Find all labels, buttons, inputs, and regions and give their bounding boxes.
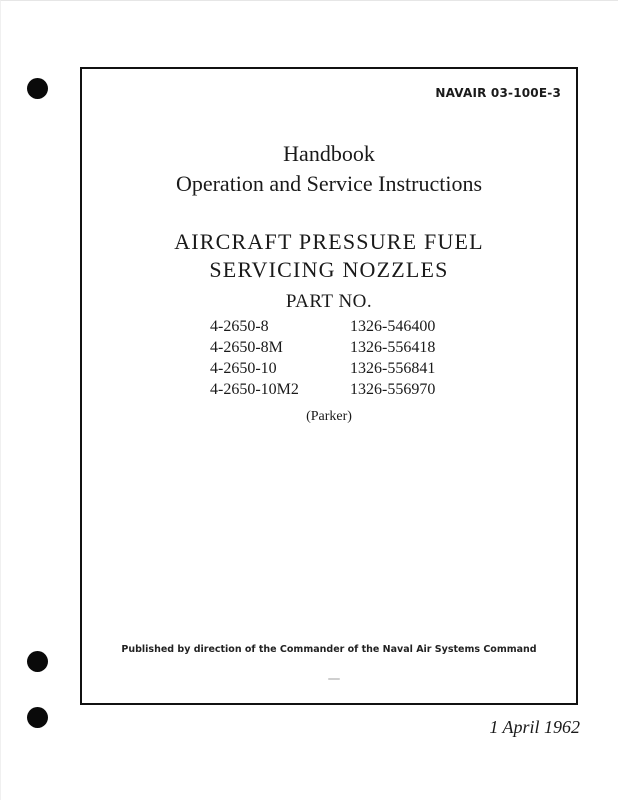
document-subtitle: Operation and Service Instructions [175, 171, 483, 196]
alternate-part-number: 1326-556841 [350, 360, 436, 377]
part-number-heading: PART NO. [285, 291, 373, 312]
publication-date: 1 April 1962 [489, 717, 580, 737]
alternate-part-number: 1326-556418 [350, 339, 436, 356]
part-number-row [210, 316, 435, 337]
binder-hole-top [27, 78, 48, 99]
publisher-note: Published by direction of the Commander of the Naval Air Systems Command [121, 644, 537, 655]
part-number-row [210, 337, 435, 358]
document-title-line-2: SERVICING NOZZLES [209, 257, 449, 282]
alternate-part-number: 1326-556970 [350, 381, 436, 398]
title-page-frame [80, 67, 578, 705]
document-number: NAVAIR 03-100E-3 [435, 86, 561, 100]
part-number: 4-2650-8 [210, 318, 269, 335]
part-number-row [210, 358, 435, 379]
part-number-row [210, 379, 435, 400]
manufacturer-name: (Parker) [306, 409, 352, 424]
part-number: 4-2650-10 [210, 360, 277, 377]
handbook-label: Handbook [283, 141, 375, 166]
part-number: 4-2650-10M2 [210, 381, 299, 398]
part-numbers-table [210, 316, 435, 400]
binder-hole-bottom [27, 707, 48, 728]
alternate-part-number: 1326-546400 [350, 318, 436, 335]
part-number: 4-2650-8M [210, 339, 283, 356]
document-title-line-1: AIRCRAFT PRESSURE FUEL [174, 229, 484, 254]
paper-smudge [328, 678, 340, 680]
binder-hole-middle [27, 651, 48, 672]
